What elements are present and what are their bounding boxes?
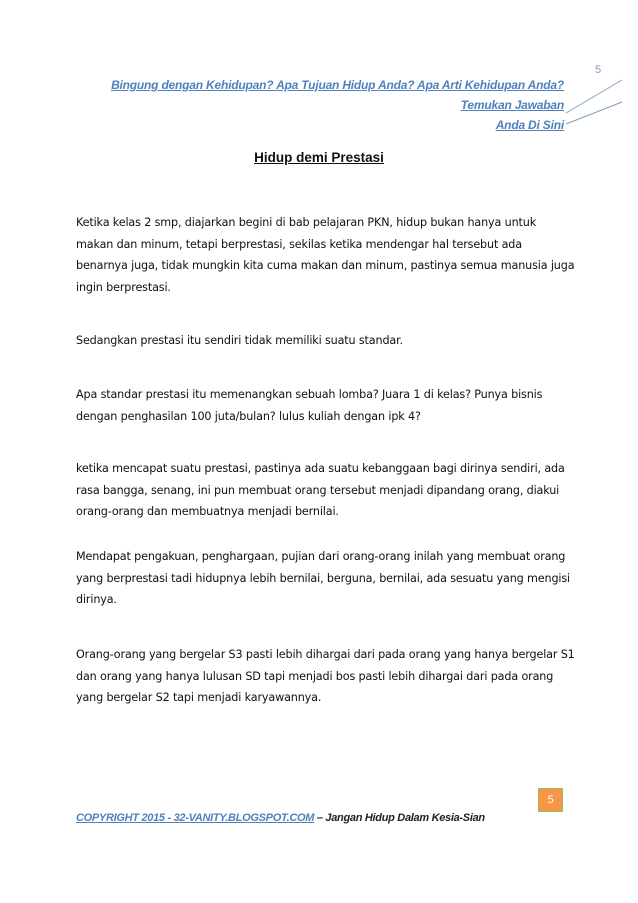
header-title (78, 75, 564, 135)
paragraph-5: Mendapat pengakuan, penghargaan, pujian dari orang-orang inilah yang membuat orang yang berprestasi tadi hidupnya lebih bernilai, berguna, bernilai, ada sesuatu yang mengisi dirinya. (76, 550, 570, 606)
paragraph-2: Sedangkan prestasi itu sendiri tidak memiliki suatu standar. (76, 334, 403, 347)
document-heading: Hidup demi Prestasi (254, 150, 384, 165)
header-title-line-1: Bingung dengan Kehidupan? Apa Tujuan Hidup Anda? Apa Arti Kehidupan Anda? Temukan Jawaban (111, 78, 564, 112)
footer-copyright-link[interactable]: COPYRIGHT 2015 - 32-VANITY.BLOGSPOT.COM (76, 812, 315, 824)
header-page-number: 5 (594, 64, 602, 76)
paragraph-1: Ketika kelas 2 smp, diajarkan begini di bab pelajaran PKN, hidup bukan hanya untuk makan dan minum, tetapi berprestasi, sekilas ketika mendengar hal tersebut ada benarnya juga, tidak mungkin kita cuma makan dan minum, pastinya semua manusia juga ingin berprestasi. (76, 216, 575, 294)
paragraph-3: Apa standar prestasi itu memenangkan sebuah lomba? Juara 1 di kelas? Punya bisnis dengan penghasilan 100 juta/bulan? lulus kuliah dengan ipk 4? (76, 388, 543, 423)
paragraph-6: Orang-orang yang bergelar S3 pasti lebih dihargai dari pada orang yang hanya bergelar S1 dan orang yang hanya lulusan SD tapi menjadi bos pasti lebih dihargai dari pada orang yang bergelar S2 tapi menjadi karyawannya. (76, 648, 575, 704)
footer (76, 812, 576, 824)
footer-page-number-box (538, 788, 563, 812)
footer-page-number: 5 (547, 794, 554, 806)
footer-tagline: – Jangan Hidup Dalam Kesia-Sian (314, 812, 485, 824)
paragraph-4: ketika mencapat suatu prestasi, pastinya ada suatu kebanggaan bagi dirinya sendiri, ada rasa bangga, senang, ini pun membuat orang tersebut menjadi dipandang orang, diakui orang-orang dan membuatnya menjadi bernilai. (76, 462, 565, 518)
header-title-line-2: Anda Di Sini (495, 118, 564, 132)
